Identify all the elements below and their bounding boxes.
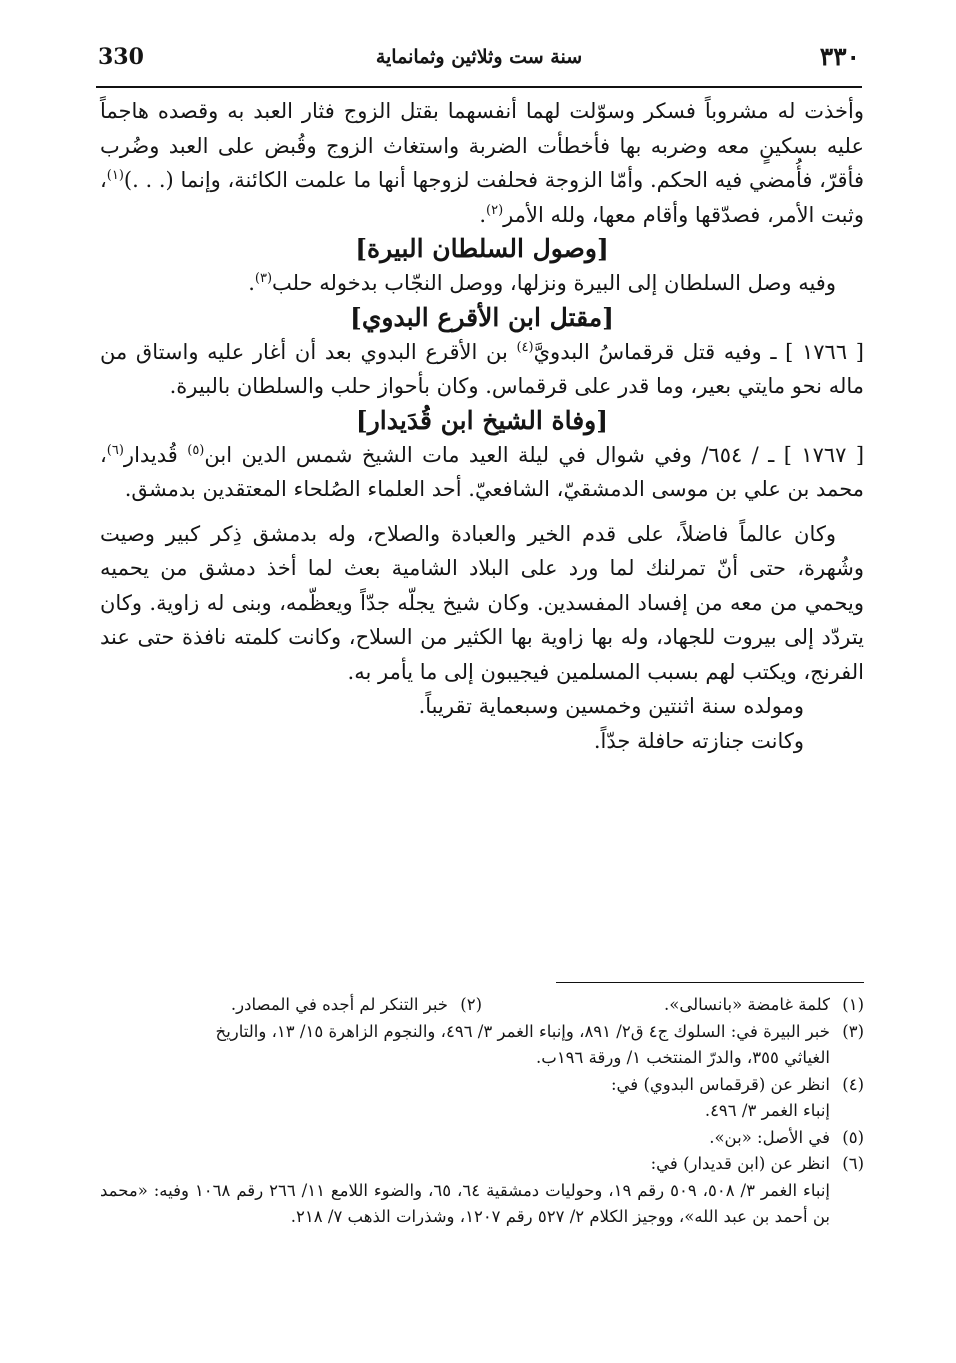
text-run: [ ١٧٦٦ ] ـ وفيه قتل قرقماسُ البدويَّ <box>533 339 864 364</box>
footnote <box>100 1072 864 1099</box>
main-text <box>100 94 864 758</box>
text-run: بن الأقرع البدوي بعد أن أغار عليه واستاق من ماله نحو مايتي بعير، وما قدر على قرقماس. وكان بأحواز حلب والسلطان بالبيرة. <box>100 339 864 398</box>
running-title: سنة ست وثلاثين وثمانماية <box>375 46 583 68</box>
footnote-number: (٤) <box>842 1074 864 1094</box>
paragraph <box>100 438 864 507</box>
footnote-ref: (٤) <box>516 339 534 355</box>
footnote-continuation: إنباء الغمر ٣/ ٤٩٦. <box>704 1101 830 1120</box>
text-run: . <box>479 202 486 227</box>
page-number-arabic: ٣٣٠ <box>819 42 860 71</box>
footnote <box>100 1019 864 1046</box>
footnote-continuation: الغياثي ٣٥٥، والدرّ المنتخب ١/ ورقة ١٩٦ب. <box>536 1048 830 1067</box>
text-line: وأخذت له مشروباً فسكر وسوّلت لهما أنفسهما بقتل الزوج فثار العبد به وقصده هاجماً <box>100 99 864 123</box>
footnote-ref: (٦) <box>106 442 124 458</box>
paragraph <box>100 266 864 301</box>
text-run: ، وثبت الأمر، فصدّقها وأقام معها، ولله الأمر <box>100 168 864 227</box>
text-run: (. . .) <box>123 168 174 192</box>
text-run: قُديدار <box>123 442 188 467</box>
text-run: . <box>248 271 255 295</box>
footnote-ref: (٥) <box>187 442 205 458</box>
paragraph <box>100 335 864 404</box>
paragraph: وكانت جنازته حافلة جدّاً. <box>593 728 804 753</box>
footnote-number: (٣) <box>842 1021 864 1041</box>
paragraph: وكان عالماً فاضلاً، على قدم الخير والعبادة والصلاح، وله بدمشق ذِكر كبير وصيت وشُهرة، حتى أنّ تمرلنك لما ورد على البلاد الشامية بعث لما أخذ دمشق من يحميه ويحمي من معه من إفساد المفسدين. وكان شيخ يجلّه جدّاً ويعظّمه، وبنى له زاوية. وكان يتردّد إلى بيروت للجهاد، وله بها زاوية بها الكثير من السلاح، وكانت كلمته نافذة حتى عند الفرنج، ويكتب لهم بسبب المسلمين فيجيبون إلى ما يأمر به. <box>100 521 864 684</box>
text-run: [ ١٧٦٧ ] ـ / ٦٥٤/ وفي شوال في ليلة العيد مات الشيخ شمس الدين ابن <box>204 442 865 467</box>
footnote-number: (١) <box>842 995 864 1014</box>
paragraph: ومولده سنة اثنتين وخمسين وسبعماية تقريباً. <box>418 694 804 718</box>
section-heading: [وفاة الشيخ ابن قُدَيدار] <box>355 405 609 435</box>
footnote <box>100 1151 864 1178</box>
section-heading: [مقتل ابن الأقرع البدوي] <box>350 302 614 332</box>
footnote-ref: (١) <box>106 168 124 183</box>
text-run: وفيه وصل السلطان إلى البيرة ونزلها، ووصل النجّاب بدخوله حلب <box>272 271 836 295</box>
footnote-number: (٥) <box>842 1127 864 1147</box>
footnote <box>100 992 482 1019</box>
page-number-latin: 330 <box>98 44 144 70</box>
text-line: عليه بسكينٍ معه وضربه بها فأخطأت الضربة واستغاث الزوج وقُبض على العبد وضُرب <box>100 133 864 158</box>
footnote-text: في الأصل: «بن». <box>709 1127 830 1147</box>
paragraph <box>100 94 864 232</box>
footnote <box>100 1125 864 1152</box>
footnote-row <box>100 992 864 1019</box>
text-run: ، محمد بن علي بن موسى الدمشقيّ، الشافعيّ. أحد العلماء الصُلحاء المعتقدين بدمشق. <box>100 442 864 501</box>
footnote-ref: (٢) <box>486 202 504 218</box>
footnote-text: انظر عن (ابن قديدار) في: <box>650 1154 830 1173</box>
footnote-separator <box>556 982 864 983</box>
footnote-text: خبر البيرة في: السلوك ج٤ ق٢/ ٨٩١، وإنباء الغمر ٣/ ٤٩٦، والنجوم الزاهرة ١٥/ ١٣، والتاريخ <box>215 1021 830 1041</box>
footnote <box>482 992 864 1019</box>
footnote-continuation: إنباء الغمر ٣/ ٥٠٨، ٥٠٩ رقم ١٩، وحوليات دمشقية ٦٤، ٦٥، والضوء اللامع ١١/ ٢٦٦ رقم ١٠٦٨ وفيه: «محمد بن أحمد بن عبد الله»، ووجيز الكلام ٢/ ٥٢٧ رقم ١٢٠٧، وشذرات الذهب ٧/ ٢١٨. <box>100 1180 831 1226</box>
footnote-number: (٢) <box>460 995 482 1014</box>
footnote-number: (٦) <box>842 1154 864 1173</box>
text-line: فأقرّ، فأُمضي فيه الحكم. وأمّا الزوجة فحلفت لزوجها أنها ما علمت الكائنة، وإنما <box>180 168 864 192</box>
footnote-text: خبر التنكر لم أجده في المصادر. <box>230 995 448 1014</box>
footnote-ref: (٣) <box>254 271 273 286</box>
section-heading: [وصول السلطان البيرة] <box>355 234 609 263</box>
page-header <box>96 40 862 84</box>
footnote-text: انظر عن (قرقماس البدوي) في: <box>611 1074 830 1094</box>
header-rule <box>96 86 862 88</box>
footnote-text: كلمة غامضة «بانسالى». <box>663 995 830 1014</box>
footnotes <box>100 992 864 1231</box>
